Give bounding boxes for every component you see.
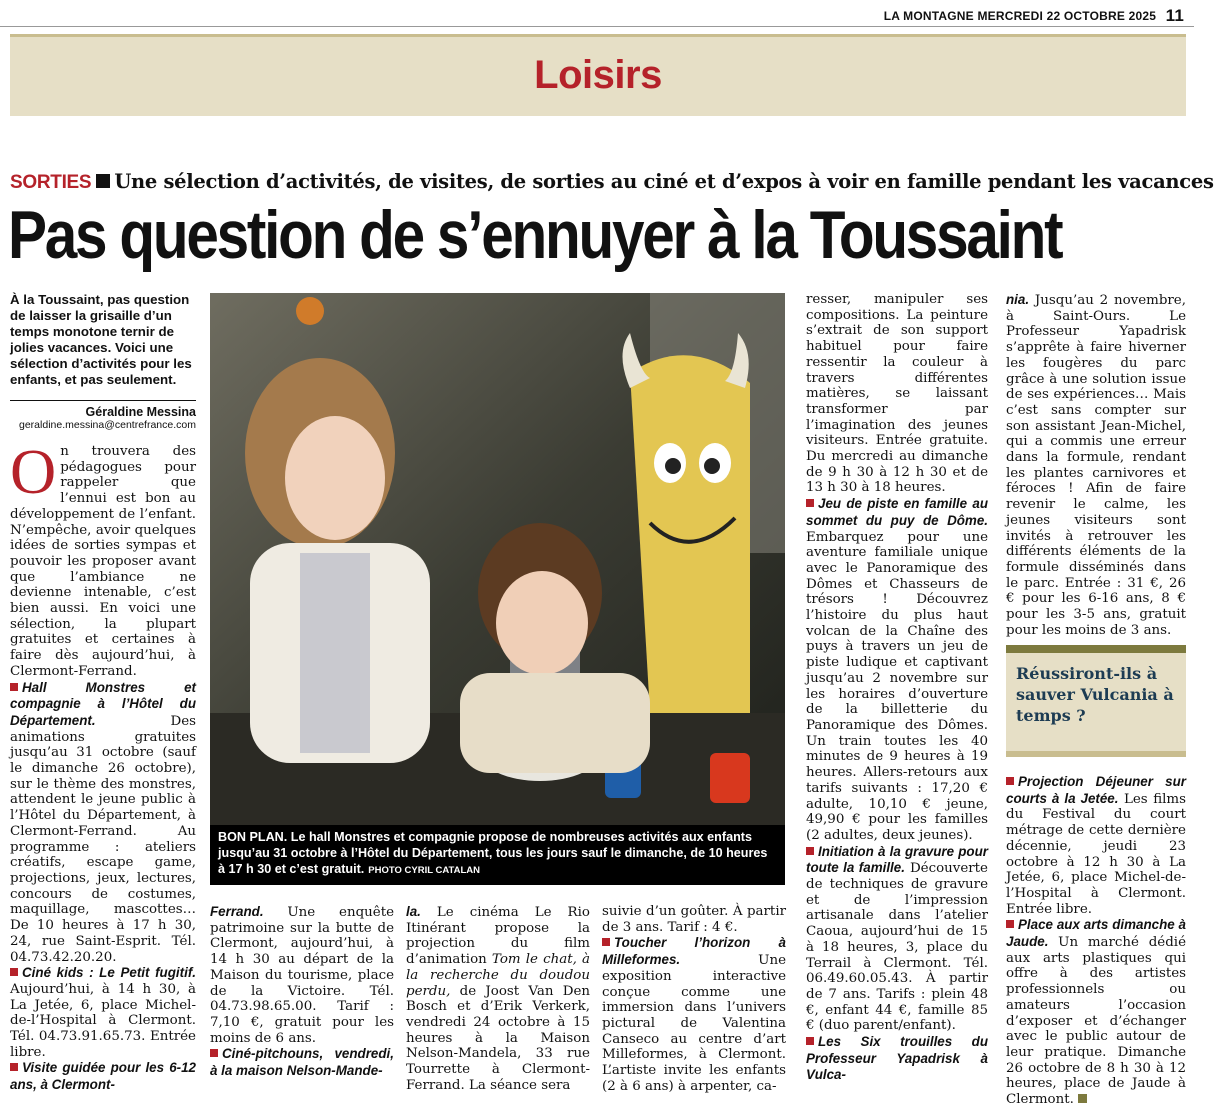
list-item-continued: la. Le cinéma Le Rio Itinérant propose la projection du film d’animation Tom le chat, à la recherche du doudou perdu, de Joost Van Den Bosch et d’Erik Verkerk, vendredi 24 octobre à 15 heures à la Maison Nelson-Mandela, 33 rue Tourrette à Clermont-Ferrand. La séance sera	[406, 904, 590, 1093]
column-3	[406, 904, 590, 1093]
list-item: Initiation à la gravure pour toute la famille. Découverte de techniques de gravure et de l’impression artisanale dans l’atelier Caoua, aujourd’hui de 15 à 18 heures, 3, place du Terrail à Clermont. Tél. 06.49.60.05.43. À partir de 7 ans. Tarifs : plein 48 €, enfant 44 €, famille 85 € (duo parent/enfant).	[806, 843, 988, 1034]
photo-caption	[210, 825, 785, 885]
section-banner	[10, 34, 1186, 116]
column-5	[1006, 292, 1186, 638]
intro-paragraph: On trouvera des pédagogues pour rappeler que l’ennui est bon au développement de l’enfant. N’empêche, avoir quelques idées de sorties sympas et pouvoir les proposer avant que l’ambiance ne devienne intenable, c’est bien aussi. En voici une sélection, la plupart gratuites et certaines à faire dès aujourd’hui, à Clermont-Ferrand.	[10, 436, 196, 679]
headline: Pas question de s’ennuyer à la Toussaint	[8, 197, 1062, 273]
red-square-bullet-icon	[806, 847, 814, 855]
red-square-bullet-icon	[210, 1049, 218, 1057]
red-square-bullet-icon	[10, 1063, 18, 1071]
page-header	[884, 6, 1184, 26]
red-square-bullet-icon	[806, 499, 814, 507]
caption-text: Le hall Monstres et compagnie propose de nombreuses activités aux enfants jusqu’au 31 octobre à l’Hôtel du Département, tous les jours sauf le dimanche, de 10 heures à 17 h 30 et c’est gratuit.	[218, 830, 768, 876]
column-1	[10, 436, 196, 1094]
photo-credit: PHOTO CYRIL CATALAN	[368, 865, 481, 876]
kicker	[10, 170, 1214, 194]
children-painting-photo	[210, 293, 785, 825]
list-item: Les Six trouilles du Professeur Yapadrisk à Vulca-	[806, 1034, 988, 1083]
list-item-continued: resser, manipuler ses compositions. La peinture s’extrait de son support habituel pour faire ressentir la couleur à travers différentes matières, se laissant transformer par l’imagination des jeunes visiteurs. Entrée gratuite. Du mercredi au dimanche de 9 h 30 à 12 h 30 et de 13 h 30 à 18 heures.	[806, 292, 988, 496]
list-item: Toucher l’horizon à Milleformes. Une exposition interactive conçue comme une immersion dans l’univers pictural de Valentina Canseco au centre d’art Milleformes, à Clermont. L’artiste invite les enfants (2 à 6 ans) à arpenter, ca-	[602, 935, 786, 1094]
author-name: Géraldine Messina	[85, 405, 196, 419]
newspaper-name: LA MONTAGNE	[883, 9, 974, 23]
lead-paragraph: À la Toussaint, pas question de laisser la grisaille d’un temps monotone ternir de jolies vacances. Voici une sélection d’activités pour les enfants, et pas seulement.	[10, 292, 192, 387]
caption-title: BON PLAN.	[218, 830, 288, 844]
list-item: Ciné-pitchouns, vendredi, à la maison Nelson-Mande-	[210, 1046, 394, 1079]
byline	[10, 400, 196, 431]
end-of-article-icon	[1078, 1094, 1087, 1103]
author-email[interactable]: geraldine.messina@centrefrance.com	[19, 419, 196, 431]
list-item: Jeu de piste en famille au sommet du puy de Dôme. Embarquez pour une aventure familiale unique avec le Panoramique des Dômes et Chasseurs de trésors ! Découvrez l’histoire du plus haut volcan de la Chaîne des puys à travers un jeu de piste ludique et captivant jusqu’au 2 novembre sur les horaires d’ouverture de la billetterie du Panoramique des Dômes. Un train toutes les 40 minutes de 9 heures à 19 heures. Allers-retours aux tarifs suivants : 17,20 € adulte, 10,10 € jeune, 49,90 € pour les familles (2 adultes, deux jeunes).	[806, 496, 988, 843]
list-item-continued: suivie d’un goûter. À partir de 3 ans. Tarif : 4 €.	[602, 904, 786, 935]
list-item: Hall Monstres et compagnie à l’Hôtel du Département. Des animations gratuites jusqu’au 31 octobre (sauf le dimanche 26 octobre), sur le thème des monstres, attendent le jeune public à l’Hôtel du Département, à Clermont-Ferrand. Au programme : ateliers créatifs, escape game, projections, jeux, lectures, concours de costumes, maquillage, mascottes… De 10 heures à 17 h 30, 24, rue Saint-Esprit. Tél. 04.73.42.20.20.	[10, 679, 196, 965]
column-3b	[602, 904, 786, 1094]
square-bullet-icon	[96, 174, 110, 188]
kicker-tag: SORTIES	[10, 172, 92, 193]
issue-date: MERCREDI 22 OCTOBRE 2025	[977, 9, 1157, 23]
column-5-lower	[1006, 774, 1186, 1108]
list-item-continued: Ferrand. Une enquête patrimoine sur la butte de Clermont, aujourd’hui, à 14 h 30 au départ de la Maison du tourisme, place de la Victoire. Tél. 04.73.98.65.00. Tarif : 7,10 €, gratuit pour les moins de 6 ans.	[210, 904, 394, 1046]
film-title: Tom le chat, à la recherche du doudou perdu,	[406, 952, 590, 999]
red-square-bullet-icon	[1006, 777, 1014, 785]
list-item: Visite guidée pour les 6-12 ans, à Clermont-	[10, 1060, 196, 1093]
red-square-bullet-icon	[602, 938, 610, 946]
red-square-bullet-icon	[1006, 920, 1014, 928]
drop-cap: O	[10, 436, 57, 507]
header-rule	[0, 26, 1194, 27]
red-square-bullet-icon	[806, 1037, 814, 1045]
kicker-text: Une sélection d’activités, de visites, de sorties au ciné et d’expos à voir en famille pendant les vacances	[114, 170, 1214, 193]
page-number: 11	[1165, 6, 1184, 25]
column-2	[210, 904, 394, 1080]
list-item: Place aux arts dimanche à Jaude. Un marché dédié aux arts plastiques qui offre à des artistes professionnels ou amateurs l’occasion d’exposer et d’échanger avec le public autour de leur pratique. Dimanche 26 octobre de 8 h 30 à 12 heures, place de Jaude à Clermont.	[1006, 917, 1186, 1108]
list-item: Ciné kids : Le Petit fugitif. Aujourd’hui, à 14 h 30, à La Jetée, 6, place Michel-de-l’Hospital à Clermont. Tél. 04.73.91.65.73. Entrée libre.	[10, 965, 196, 1060]
red-square-bullet-icon	[10, 968, 18, 976]
list-item-continued: nia. Jusqu’au 2 novembre, à Saint-Ours. Le Professeur Yapadrisk s’apprête à faire hiverner les fougères du parc grâce à une solution issue de ses expériences… Mais c’est sans compter sur son assistant Jean-Michel, qui a commis une erreur dans la formule, rendant les plantes carnivores et féroces ! Afin de faire revenir le calme, les jeunes visiteurs sont invités à retrouver les différents éléments de la formule disséminés dans le parc. Entrée : 31 €, 26 € pour les 6-16 ans, 8 € pour les 3-5 ans, gratuit pour les moins de 3 ans.	[1006, 292, 1186, 638]
highlight-box: Réussiront-ils à sauver Vulcania à temps ?	[1006, 645, 1186, 751]
box-shadow-bar	[1006, 751, 1186, 757]
column-4	[806, 292, 988, 1084]
red-square-bullet-icon	[10, 683, 18, 691]
article-photo	[210, 293, 785, 825]
section-title: Loisirs	[534, 53, 662, 97]
list-item: Projection Déjeuner sur courts à la Jetée. Les films du Festival du court métrage de cette dernière décennie, jeudi 23 octobre à 12 h 30 à La Jetée, 6, place Michel-de-l’Hospital à Clermont. Entrée libre.	[1006, 774, 1186, 917]
